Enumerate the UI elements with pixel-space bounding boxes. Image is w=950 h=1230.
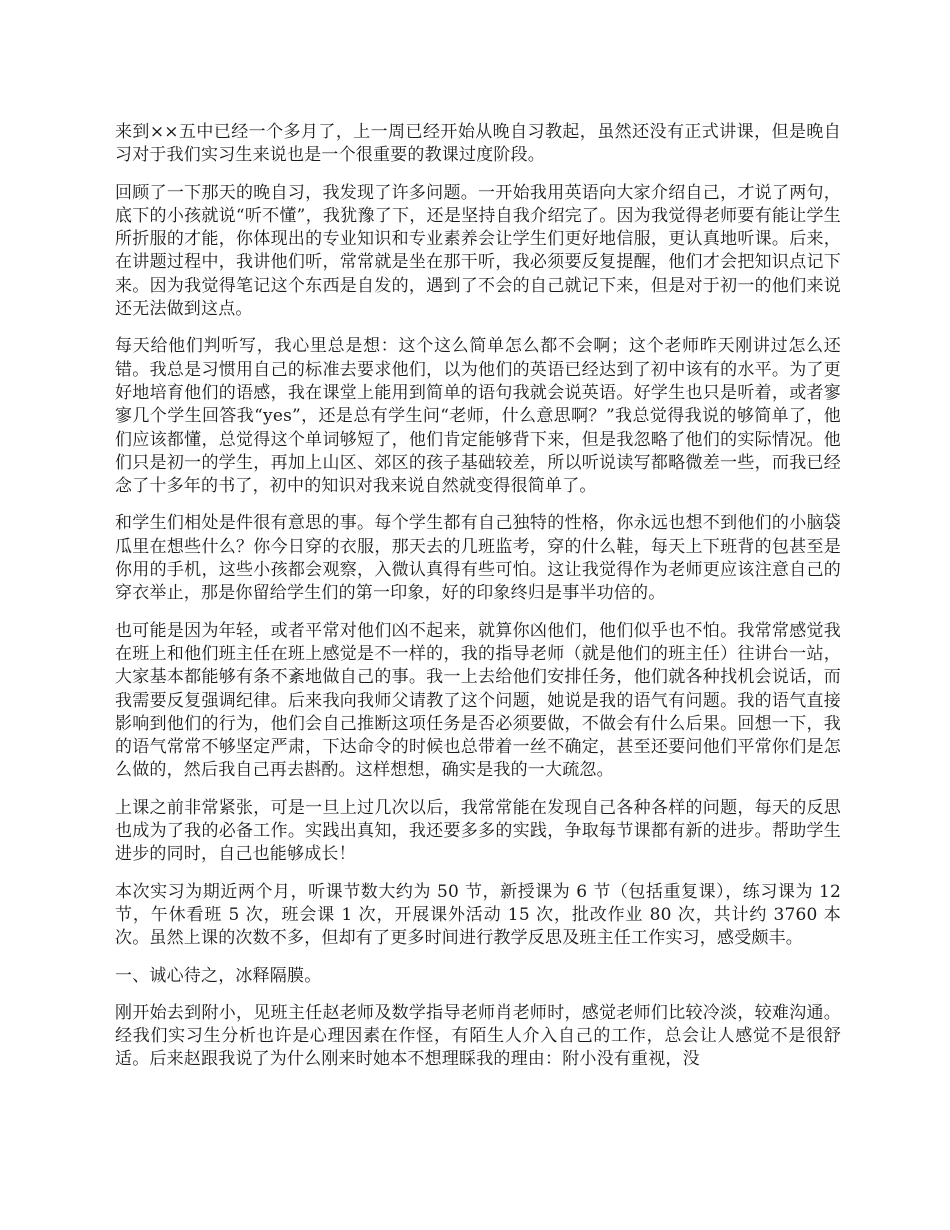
paragraph-4: 和学生们相处是件很有意思的事。每个学生都有自己独特的性格，你永远也想不到他们的小脑袋瓜里在想些什么？你今日穿的衣服，那天去的几班监考，穿的什么鞋，每天上下班背的包甚至是你用的手机，这些小孩都会观察，入微认真得有些可怕。这让我觉得作为老师更应该注意自己的穿衣举止，那是你留给学生们的第一印象，好的印象终归是事半功倍的。 xyxy=(115,513,841,604)
paragraph-6: 上课之前非常紧张，可是一旦上过几次以后，我常常能在发现自己各种各样的问题，每天的反思也成为了我的必备工作。实践出真知，我还要多多的实践，争取每节课都有新的进步。帮助学生进步的同时，自己也能够成长！ xyxy=(115,797,841,865)
section-heading: 一、诚心待之，冰释隔膜。 xyxy=(115,965,322,986)
paragraph-7: 本次实习为期近两个月，听课节数大约为 50 节，新授课为 6 节（包括重复课），练习课为 12 节，午休看班 5 次，班会课 1 次，开展课外活动 15 次，批改作业 80 次，共计约 3760 本次。虽然上课的次数不多，但却有了更多时间进行教学反思及班主任工作实习，感受颇丰。 xyxy=(115,881,841,949)
paragraph-1: 来到××五中已经一个多月了，上一周已经开始从晚自习教起，虽然还没有正式讲课，但是晚自习对于我们实习生来说也是一个很重要的教课过度阶段。 xyxy=(115,122,841,166)
paragraph-5: 也可能是因为年轻，或者平常对他们凶不起来，就算你凶他们，他们似乎也不怕。我常常感觉我在班上和他们班主任在班上感觉是不一样的，我的指导老师（就是他们的班主任）往讲台一站，大家基本都能够有条不紊地做自己的事。我一上去给他们安排任务，他们就各种找机会说话，而我需要反复强调纪律。后来我向我师父请教了这个问题，她说是我的语气有问题。我的语气直接影响到他们的行为，他们会自己推断这项任务是否必须要做，不做会有什么后果。回想一下，我的语气常常不够坚定严肃，下达命令的时候也总带着一丝不确定，甚至还要问他们平常你们是怎么做的，然后我自己再去斟酌。这样想想，确实是我的一大疏忽。 xyxy=(115,620,841,781)
document-body xyxy=(115,121,841,1086)
paragraph-3: 每天给他们判听写，我心里总是想：这个这么简单怎么都不会啊；这个老师昨天刚讲过怎么还错。我总是习惯用自己的标准去要求他们，以为他们的英语已经达到了初中该有的水平。为了更好地培育他们的语感，我在课堂上能用到简单的语句我就会说英语。好学生也只是听着，或者寥寥几个学生回答我“yes”，还是总有学生问“老师，什么意思啊？”我总觉得我说的够简单了，他们应该都懂，总觉得这个单词够短了，他们肯定能够背下来，但是我忽略了他们的实际情况。他们只是初一的学生，再加上山区、郊区的孩子基础较差，所以听说读写都略微差一些，而我已经念了十多年的书了，初中的知识对我来说自然就变得很简单了。 xyxy=(115,336,841,497)
paragraph-2: 回顾了一下那天的晚自习，我发现了许多问题。一开始我用英语向大家介绍自己，才说了两句，底下的小孩就说“听不懂”，我犹豫了下，还是坚持自我介绍完了。因为我觉得老师要有能让学生所折服的才能，你体现出的专业知识和专业素养会让学生们更好地信服，更认真地听课。后来，在讲题过程中，我讲他们听，常常就是坐在那干听，我必须要反复提醒，他们才会把知识点记下来。因为我觉得笔记这个东西是自发的，遇到了不会的自己就记下来，但是对于初一的他们来说还无法做到这点。 xyxy=(115,182,841,320)
paragraph-8: 刚开始去到附小，见班主任赵老师及数学指导老师肖老师时，感觉老师们比较冷淡，较难沟通。经我们实习生分析也许是心理因素在作怪，有陌生人介入自己的工作，总会让人感觉不是很舒适。后来赵跟我说了为什么刚来时她本不想理睬我的理由：附小没有重视，没 xyxy=(115,1002,841,1070)
